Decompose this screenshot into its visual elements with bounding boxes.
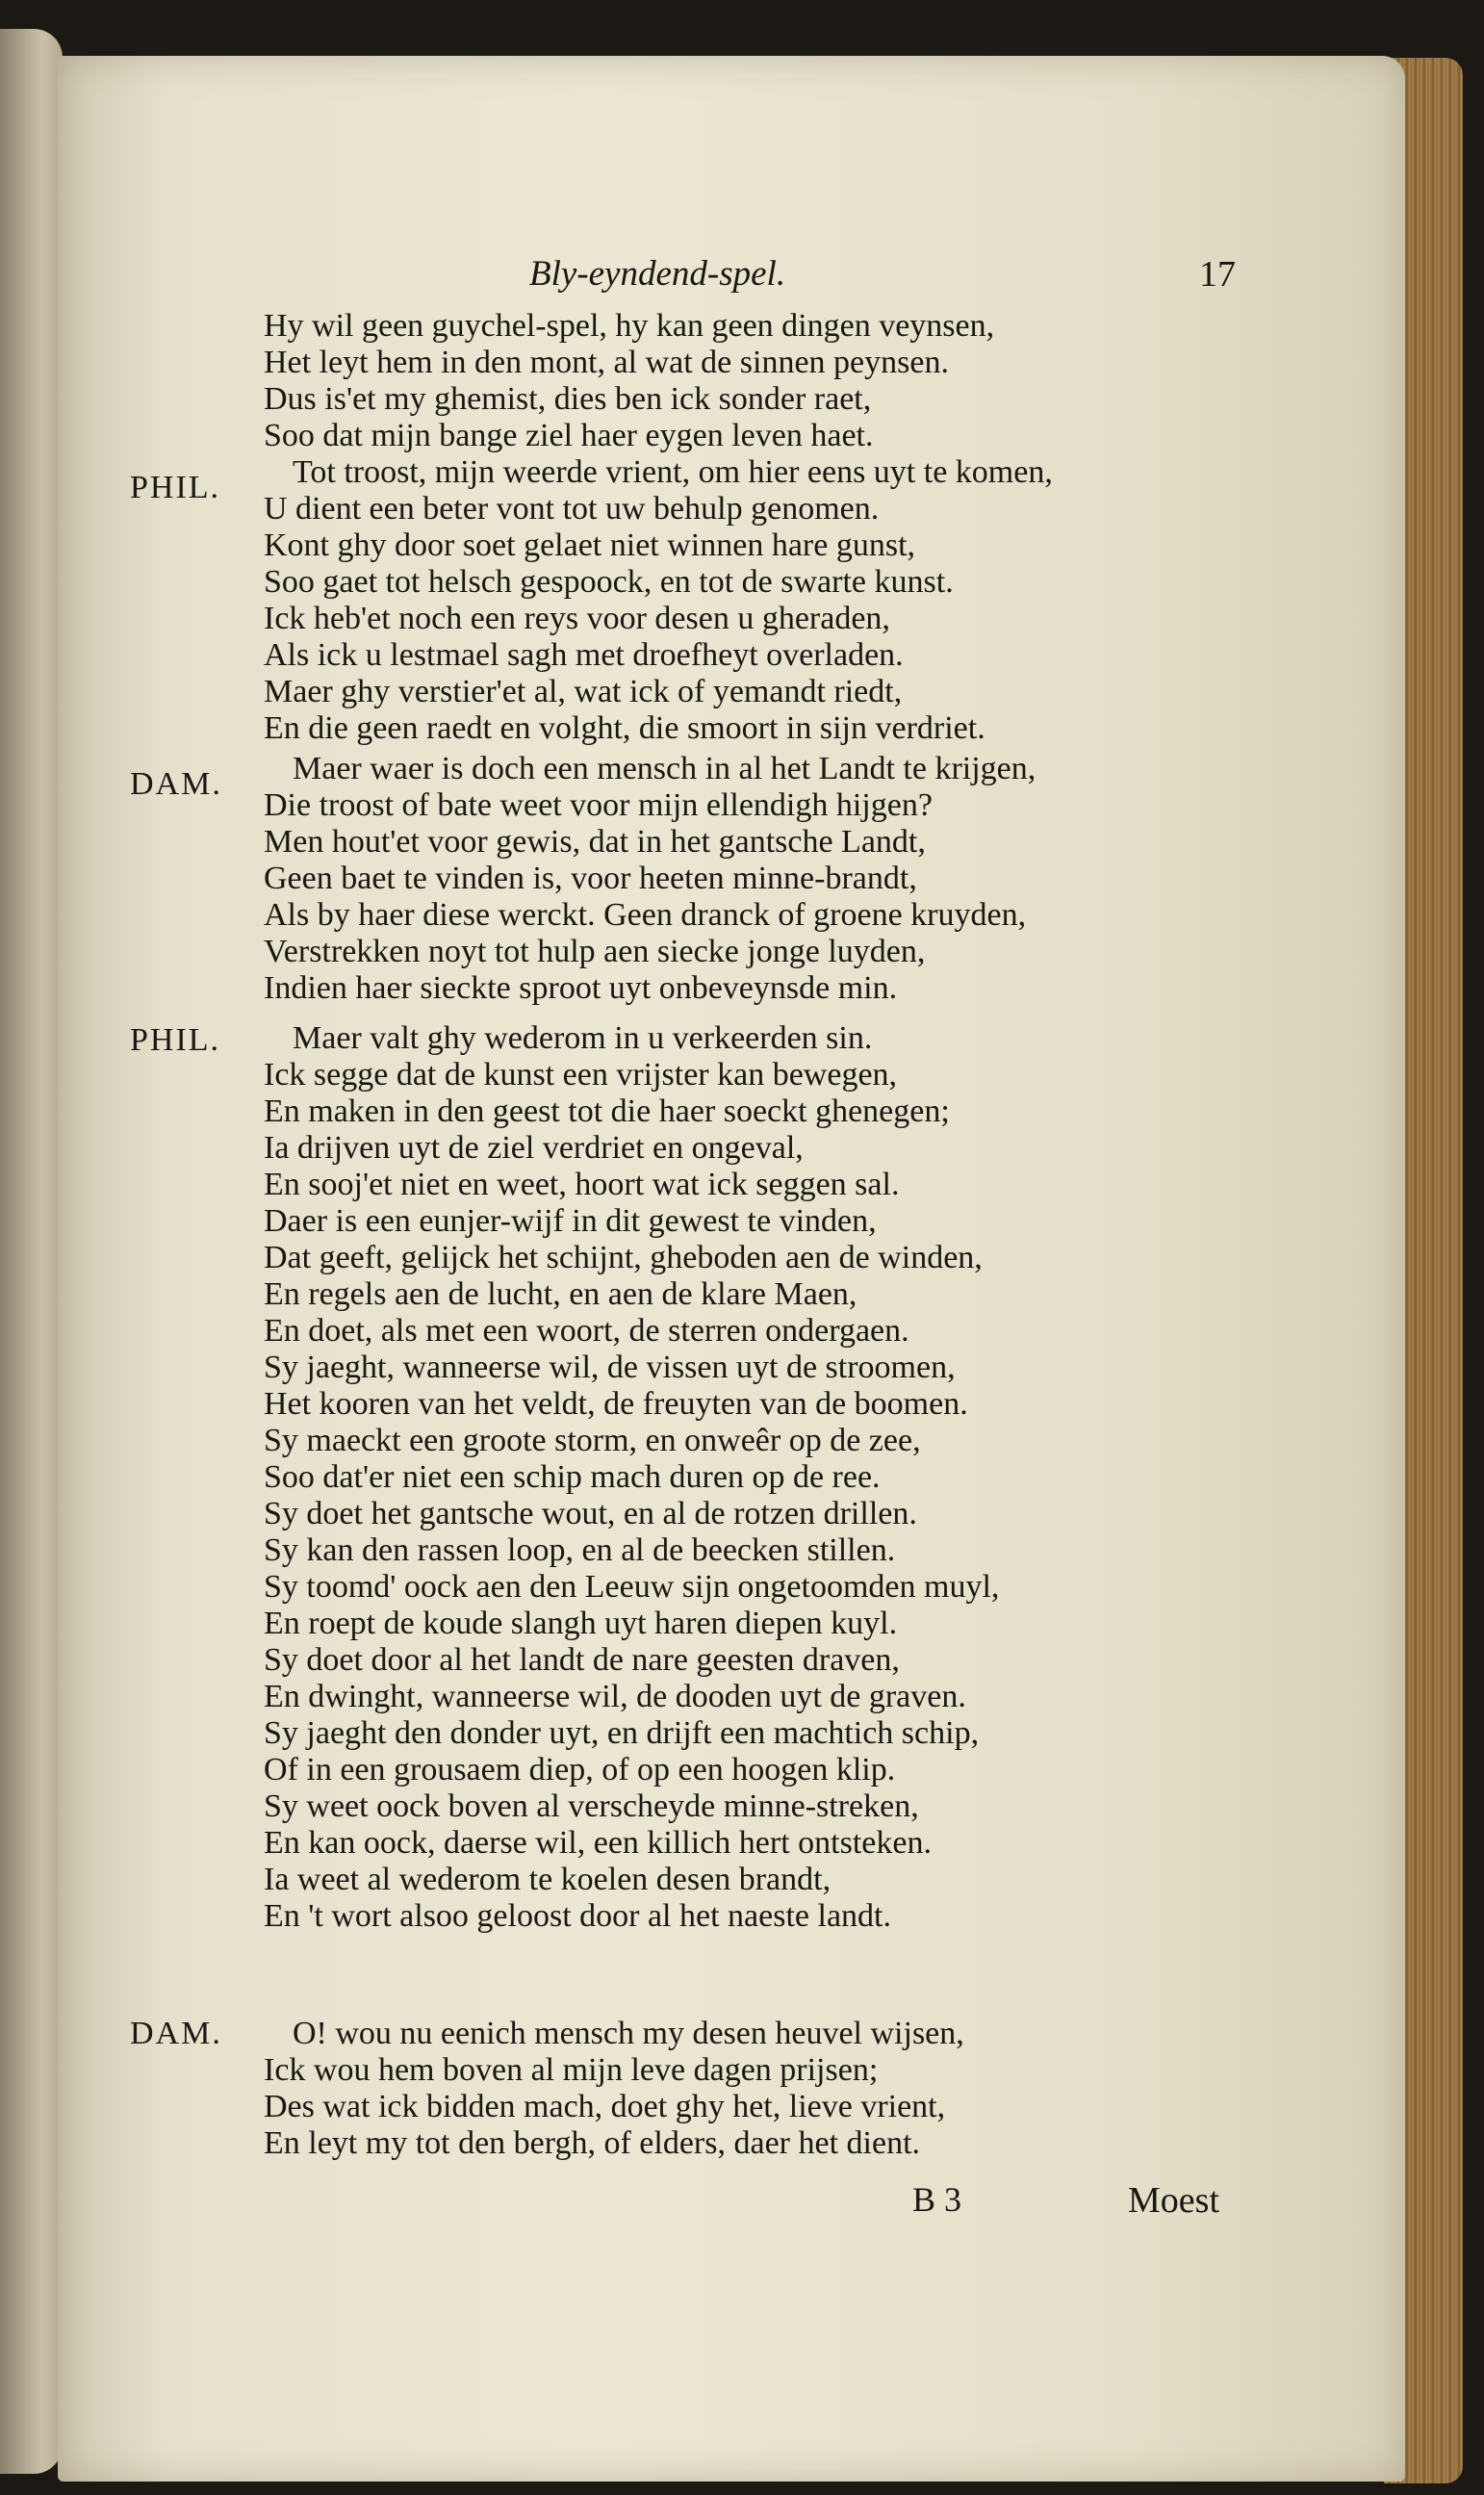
verse-line: Sy kan den rassen loop, en al de beecken stillen. xyxy=(264,1532,896,1568)
signature-mark: B 3 xyxy=(912,2180,962,2219)
verse-line: Dat geeft, gelijck het schijnt, gheboden aen de winden, xyxy=(264,1240,983,1275)
verse-line: Soo gaet tot helsch gespoock, en tot de swarte kunst. xyxy=(264,564,954,600)
verse-line: Ick heb'et noch een reys voor desen u gheraden, xyxy=(264,601,890,636)
book-page xyxy=(58,56,1405,2482)
verse-line: O! wou nu eenich mensch my desen heuvel wijsen, xyxy=(293,2016,964,2051)
verse-line: En maken in den geest tot die haer soeckt ghenegen; xyxy=(264,1093,950,1129)
verse-line: U dient een beter vont tot uw behulp genomen. xyxy=(264,491,880,527)
catchword: Moest xyxy=(1128,2180,1219,2221)
verse-line: En 't wort alsoo geloost door al het naeste landt. xyxy=(264,1898,891,1934)
verse-line: Maer ghy verstier'et al, wat ick of yemandt riedt, xyxy=(264,674,903,709)
verse-line: Als ick u lestmael sagh met droefheyt overladen. xyxy=(264,637,904,673)
verse-line: Ia weet al wederom te koelen desen brandt, xyxy=(264,1862,832,1897)
verse-line: Soo dat'er niet een schip mach duren op de ree. xyxy=(264,1459,881,1495)
verse-line: Ick segge dat de kunst een vrijster kan bewegen, xyxy=(264,1057,898,1093)
facing-page-edge xyxy=(0,29,63,2474)
verse-line: Indien haer sieckte sproot uyt onbeveynsde min. xyxy=(264,970,898,1006)
verse-line: Maer valt ghy wederom in u verkeerden sin. xyxy=(293,1020,873,1056)
verse-line: Maer waer is doch een mensch in al het Landt te krijgen, xyxy=(293,751,1036,786)
verse-line: Als by haer diese werckt. Geen dranck of groene kruyden, xyxy=(264,897,1027,933)
verse-line: En sooj'et niet en weet, hoort wat ick seggen sal. xyxy=(264,1167,900,1202)
verse-line: Kont ghy door soet gelaet niet winnen hare gunst, xyxy=(264,527,916,563)
verse-line: Dus is'et my ghemist, dies ben ick sonder raet, xyxy=(264,381,872,417)
verse-line: Des wat ick bidden mach, doet ghy het, lieve vrient, xyxy=(264,2089,946,2124)
verse-line: En roept de koude slangh uyt haren diepen kuyl. xyxy=(264,1606,898,1641)
verse-line: Sy toomd' oock aen den Leeuw sijn ongetoomden muyl, xyxy=(264,1569,1000,1605)
verse-line: Soo dat mijn bange ziel haer eygen leven haet. xyxy=(264,418,874,453)
verse-line: Sy jaeght den donder uyt, en drijft een machtich schip, xyxy=(264,1715,980,1751)
verse-line: Die troost of bate weet voor mijn ellendigh hijgen? xyxy=(264,787,933,823)
verse-line: Sy doet het gantsche wout, en al de rotzen drillen. xyxy=(264,1496,917,1531)
running-title: Bly-eyndend-spel. xyxy=(529,254,786,294)
verse-line: En kan oock, daerse wil, een killich hert ontsteken. xyxy=(264,1825,932,1861)
verse-line: Men hout'et voor gewis, dat in het gantsche Landt, xyxy=(264,824,926,860)
verse-line: En dwinght, wanneerse wil, de dooden uyt de graven. xyxy=(264,1679,966,1714)
speaker-label-dam: DAM. xyxy=(130,2016,222,2051)
verse-line: Ia drijven uyt de ziel verdriet en ongeval, xyxy=(264,1130,804,1166)
speaker-label-phil: PHIL. xyxy=(130,1022,221,1058)
verse-line: Ick wou hem boven al mijn leve dagen prijsen; xyxy=(264,2052,879,2088)
verse-line: En regels aen de lucht, en aen de klare Maen, xyxy=(264,1276,857,1312)
verse-line: Verstrekken noyt tot hulp aen siecke jonge luyden, xyxy=(264,934,926,969)
verse-line: Het kooren van het veldt, de freuyten van de boomen. xyxy=(264,1386,968,1422)
verse-line: Tot troost, mijn weerde vrient, om hier eens uyt te komen, xyxy=(293,454,1053,490)
verse-line: Het leyt hem in den mont, al wat de sinnen peynsen. xyxy=(264,345,949,380)
verse-line: Geen baet te vinden is, voor heeten minne-brandt, xyxy=(264,861,917,896)
page-number: 17 xyxy=(1199,254,1236,295)
verse-line: En leyt my tot den bergh, of elders, daer het dient. xyxy=(264,2125,921,2161)
verse-line: Sy weet oock boven al verscheyde minne-streken, xyxy=(264,1788,919,1824)
verse-line: En doet, als met een woort, de sterren ondergaen. xyxy=(264,1313,909,1349)
verse-line: Hy wil geen guychel-spel, hy kan geen dingen veynsen, xyxy=(264,308,995,344)
verse-line: Sy maeckt een groote storm, en onweêr op de zee, xyxy=(264,1423,921,1458)
verse-line: En die geen raedt en volght, die smoort in sijn verdriet. xyxy=(264,710,985,746)
speaker-label-dam: DAM. xyxy=(130,766,222,802)
verse-line: Sy jaeght, wanneerse wil, de vissen uyt de stroomen, xyxy=(264,1350,956,1385)
verse-line: Daer is een eunjer-wijf in dit gewest te vinden, xyxy=(264,1203,877,1239)
verse-line: Sy doet door al het landt de nare geesten draven, xyxy=(264,1642,900,1678)
verse-line: Of in een grousaem diep, of op een hoogen klip. xyxy=(264,1752,896,1788)
speaker-label-phil: PHIL. xyxy=(130,470,221,505)
